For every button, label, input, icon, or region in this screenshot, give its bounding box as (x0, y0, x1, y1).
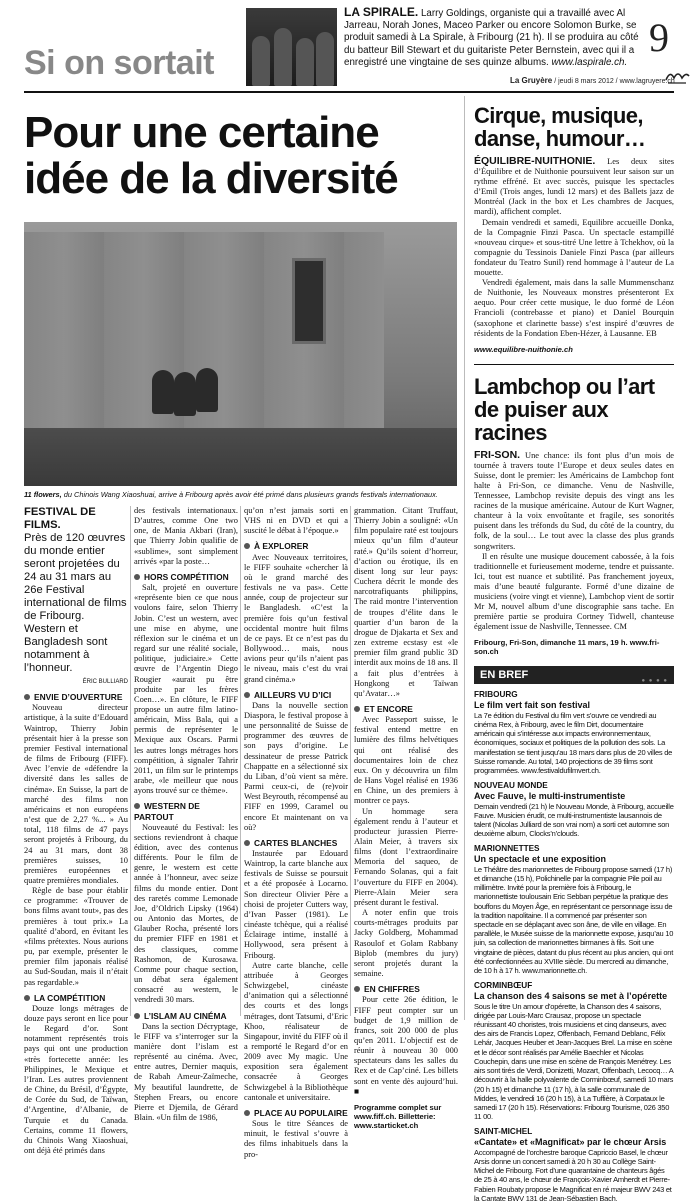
subhead-et-encore: ET ENCORE (354, 704, 458, 714)
brief-item (474, 981, 674, 1121)
sidebar (474, 100, 674, 1203)
article-lead (24, 506, 128, 675)
paragraph: des festivals internationaux. D’autres, comme One two one, de Mania Akbari (Iran), que Thierry Jobin qualifie de «sublime», sont simplement arrivés «par la poste… (134, 506, 238, 566)
lead-kicker: FESTIVAL DE FILMS. (24, 506, 96, 531)
paragraph: Douze longs métrages de douze pays seront en lice pour le Regard d’or. Sont notamment représentés trois pays qui ont une production «très fortecette année: les Philippines, le Mexique et l’Iran. Les autres proviennent de Chine, du Brésil, d’Égypte, de Corée du Sud, de Taïwan, d’Argentine, d’Albanie, de Turquie et du Canada. Certains, comme 11 flowers, du Chinois Wang Xiaoshuai, ont déjà été primés dans (24, 1003, 128, 1156)
paper-date: / jeudi 8 mars 2012 / www.lagruyere.ch (554, 78, 675, 85)
header-photo (246, 8, 337, 86)
paragraph: Pour cette 26e édition, le FIFF peut compter sur un budget de 1,9 million de francs, soit 200 000 de plus qu’en 2011. L’objectif est de réunir à nouveau 30 000 spectateurs dans les salles du Rex et de Cap’ciné. Les billets sont en vente dès aujourd’hui. ■ (354, 995, 458, 1096)
paragraph: Dans la nouvelle section Diaspora, le festival propose à une personnalité de Suisse de programmer des œuvres de son pays d’origine. Le dessinateur de presse Patrick Chappatte en a sélectionné six du Liban, d’où vient sa mère. Parmi ceux-ci, de (re)voir West Beyrouth, récompensé au FIFF en 1999, Caramel ou encore Et maintenant on va où? (244, 700, 348, 832)
brief-title: Avec Fauve, le multi-instrumentiste (474, 791, 626, 802)
subhead-ailleurs-vu-dici: AILLEURS VU D’ICI (244, 690, 348, 700)
brief-place: NOUVEAU MONDE (474, 781, 548, 791)
main-headline: Pour une certaine idée de la diversité (24, 108, 398, 203)
equilibre-link[interactable]: www.equilibre-nuithonie.ch (474, 344, 573, 354)
paragraph: Vendredi également, mais dans la salle Mummenschanz de Nuithonie, les Nouveaux monstres présenteront Ex aequo. Pour créer cette musique, le duo formé de Léon Francioli (contrebasse et piano) et Daniel Bourquin (saxophone et clarinette basse) s’est inspiré d’œuvres de résidents de la Fondation Eben-Hézer, à Lausanne. EB (474, 278, 674, 338)
byline: ÉRIC BULLIARD (82, 679, 128, 685)
subhead-islam-au-cinema: L’ISLAM AU CINÉMA (134, 1011, 238, 1021)
sidebar-headline-cirque: Cirque, musique, danse, humour… (474, 103, 646, 151)
sidebar-article-lambchop: FRI-SON. Une chance: ils font plus d’un mois de tournée à travers toute l’Europe et deux seules dates en Suisse, dont le premier: les Américains de Lambchop font halte à Fri-Son, ce dimanche. Venu de Nashville, Tennessee, Lambchop revisite depuis des vingt ans les racines de la musique américaine. Autour de Kurt Wagner, chanteur à la voix envoûtante et fragile, ses sonorités puisent dans les tréfonds du Sud, du côté de la country, du folk, de la soul… Le tout avec la classe des plus grands songwriters. Il en résulte une musique doucement cabossée, à la fois traditionnelle et furieusement moderne, tendre et puissante. Ici, tout est nuance et subtilité. Pas franchement joyeux, mais d’une beauté fulgurante. Formé d’une dizaine de musiciens (voire vingt et vienne), Lambchop vient de sortir Mr M, nouvel album d’une discographie sans tache. En première partie se produira Cortney Tidwell, chanteuse également issue de Nashville, Tennessee. CM (474, 448, 674, 632)
brief-item (474, 1127, 674, 1203)
brief-text: La 7e édition du Festival du film vert s’ouvre ce vendredi au cinéma Rex, à Fribourg, avec le film Dirt, documentaire américain qui s’intéresse aux impacts environnementaux, économiques, sociaux et politiques de la pollution des sols. La manifestation se tient jusqu’au 18 mars dans plus de 20 villes de Suisse romande. Au total, 140 projections de 39 films sont programmées. www.festivaldufilmvert.ch. (474, 710, 673, 775)
kicker-fri-son: FRI-SON. (474, 448, 521, 461)
subhead-en-chiffres: EN CHIFFRES (354, 984, 458, 994)
header-rule (24, 91, 674, 93)
brief-text: Accompagné de l’orchestre baroque Capriccio Basel, le chœur Arsis donne un concert samedi à 20 h 30 au Collège Saint-Michel de Fribourg. Fort d’une quarantaine de chanteurs âgés de 25 à 40 ans, le chœur de François-Xavier Amherdt et Pierre-Fabien Roubaty propose le Magnificat en ré majeur BWV 243 et la Cantate BWV 131 de Jean-Sébastien Bach. (474, 1147, 672, 1203)
subhead-a-explorer: À EXPLORER (244, 541, 348, 551)
brief-place: MARIONNETTES (474, 844, 540, 854)
lead-text: Près de 120 œuvres du monde entier seront projetées du 24 au 31 mars au 26e Festival international de films de Fribourg. Western et Bangladesh sont notamment à l’honneur. (24, 532, 127, 674)
paragraph: Instaurée par Edouard Waintrop, la carte blanche aux festivals de Suisse se poursuit et a été proposée à Locarno. Son directeur Olivier Père a choisi de projeter Cutters way, d’Ivan Passer (1981). Le cinéaste tchèque, qui a réalisé Éclairage intime, installé à Hollywood, sera présent à Fribourg. (244, 849, 348, 960)
paragraph: qu’on n’est jamais sorti en VHS ni en DVD et qui a suscité le débat à l’époque.» (244, 506, 348, 536)
sidebar-divider (464, 96, 465, 1020)
sidebar-headline-lambchop: Lambchop ou l’art de puiser aux racines (474, 373, 655, 445)
paragraph: grammation. Citant Truffaut, Thierry Jobin a souligné: «Un film populaire raté est toujours mieux qu’un film d’auteur raté.» Qu’ils soient d’horreur, d’action ou érotique, ils en disent long sur leur pays: Cuchera décrit le monde des narcotrafiquants philippins, The raid montre l’intervention de troupes d’élite dans le quartier d’un baron de la drogue de Djakarta et Sex and zen extreme ecstasy est «le premier film grand public 3D interdit aux moins de 18 ans. Il a fait plus d’entrées à Hongkong et Taïwan qu’Avatar…» (354, 506, 458, 698)
paragraph: Salt, projeté en ouverture «représente bien ce que nous voulons faire, selon Thierry Jobin. C’est un western, avec une mise en abyme, une réflexion sur le cinéma et un regard sur une réalité sociale, politique, judiciaire.» Cette œuvre de l’Argentin Diego Rougier «aurait pu être produite par les frères Coen…». En clôture, le FIFF propose un autre film latino-américain, Miss Bala, qui a permis de représenter le Mexique aux Oscars. Parmi les autres longs métrages hors compétition, à signaler Tahrir 2011, un film sur le printemps arabe, «le meilleur que nous ayons trouvé sur ce thème». (134, 583, 238, 796)
caption-text: du Chinois Wang Xiaoshuai, arrive à Fribourg après avoir été primé dans plusieurs grands festivals internationaux. (63, 490, 438, 499)
subhead-western-de-partout: WESTERN DE PARTOUT (134, 801, 200, 822)
program-footer: Programme complet sur www.fiff.ch. Billetterie: www.starticket.ch (354, 1102, 442, 1130)
photo-caption (24, 490, 457, 499)
paragraph: Un hommage sera également rendu à l’auteur et producteur jurassien Pierre-Alain Meier, à travers six films (dont l’extraordinaire Memoria del saqueo, de Fernando Solanas, qui a fait l’ouverture du FIFF en 2004). Pierre-Alain Meier sera présent durant le festival. (354, 806, 458, 907)
brief-title: Un spectacle et une exposition (474, 854, 607, 865)
brief-item (474, 690, 674, 775)
column-rule (130, 506, 131, 1016)
page-header (0, 0, 698, 92)
paragraph: Demain vendredi et samedi, Equilibre accueille Donka, de la Compagnie Finzi Pasca. Un spectacle estampillé «nouveau cirque» et sous-titré Une lettre à Tchekhov, où la compagnie du Tessinois Daniele Finzi Pasca (par ailleurs fondateur du Teatro Sunil) rend hommage à l’auteur de La mouette. (474, 217, 674, 278)
brief-title: «Cantate» et «Magnificat» par le chœur Arsis (474, 1137, 667, 1148)
page-number: 9 (649, 15, 669, 60)
paper-dateline (510, 76, 675, 85)
brief-text: Le Théâtre des marionnettes de Fribourg propose samedi (17 h) et dimanche (15 h), Polichinelle par la compagnie Pile poil au millimètre. Invité pour la première fois à Fribourg, le marionnettiste toulousain Eric Sebban perpétue la pratique des bouffons du Moyen Âge, en représentant ce personnage issu de la tradition napolitaine. Il a commencé par présenter son spectacle en se déplaçant avec son âne, de ville en village. En parallèle, le Musée suisse de la marionnette expose, jusqu’au 10 juin, sa collection de marionnettes birmanes à fils. Soit une vingtaine de pièces, datant du plus récent au plus ancien, qui ont été confectionnées au XVIIIe siècle. Du mercredi au dimanche, de 10 h à 17 h. www.marionnette.ch. (474, 864, 674, 976)
sidebar-rule (474, 364, 674, 365)
paragraph: Dans la section Décryptage, le FIFF va s’interroger sur la manière dont l’islam est représenté au cinéma. Avec, entre autres, Dernier maquis, de Rabah Ameur-Zaïmeche, My beautiful laundrette, de Stephen Frears, ou encore Pierre et Djemila, de Gérard Blain. «Un film de 1986, (134, 1021, 238, 1123)
paper-logo-icon (664, 68, 690, 84)
teaser-text: Larry Goldings, organiste qui a travaillé avec Al Jarreau, Norah Jones, Maceo Parker ou encore Solomon Burke, se produit samedi à La Spirale, à Fribourg (21 h). Il se produira au côté du batteur Bill Stewart et du guitariste Peter Bernstein, avec qui il a enregistré une vingtaine de ses quinze albums. (344, 8, 639, 68)
paragraph: Autre carte blanche, celle attribuée à Georges Schwizgebel, cinéaste d’animation qui a sélectionné des courts et des longs métrages, dont Tatsumi, d’Eric Khoo, réalisateur de Singapour, invité du FIFF où il a remporté le Regard d’or en 2009 avec My magic. Une exposition sera également consacrée à Georges Schwizgebel à la Bibliothèque cantonale et universitaire. (244, 960, 348, 1102)
article-column-4 (354, 506, 458, 1130)
article-column-1 (24, 506, 128, 1156)
brief-text: Demain vendredi (21 h) le Nouveau Monde, à Fribourg, accueille Fauve. Musicien érudit, ce multi-instrumentiste lausannois de talent (Nicolas Julliard de son vrai nom) a sorti cet automne son deuxième album, Clocks’n’clouds. (474, 801, 674, 839)
teaser-url[interactable]: www.laspirale.ch. (551, 56, 628, 68)
dots-decoration-icon: ● ● ● ● (641, 678, 668, 685)
subhead-envie-douverture: ENVIE D’OUVERTURE (24, 692, 128, 702)
subhead-place-au-populaire: PLACE AU POPULAIRE (244, 1108, 348, 1118)
photo-window (292, 258, 326, 344)
paragraph: A noter enfin que trois courts-métrages produits par Jacky Goldberg, Mohammad Rasoulof et Golam Rabbany Biplob (membres du jury) seront projetés durant la semaine. (354, 908, 458, 979)
header-teaser (344, 6, 644, 69)
teaser-kicker: LA SPIRALE. (344, 5, 419, 19)
article-column-2 (134, 506, 238, 1123)
kicker-equilibre: ÉQUILIBRE-NUITHONIE. (474, 155, 596, 167)
brief-place: SAINT-MICHEL (474, 1127, 533, 1137)
subhead-la-competition: LA COMPÉTITION (24, 993, 128, 1003)
section-title: Si on sortait (24, 44, 214, 82)
fiff-link[interactable]: www.fiff.ch. Billetterie: (354, 1111, 436, 1121)
brief-item (474, 844, 674, 975)
paragraph: Avec Nouveaux territoires, le FIFF souhaite «chercher là où le grand marché des festivals ne va pas». Cette année, coup de projecteur sur le Bangladesh. «C’est la première fois qu’un festival occidental montre huit films de ce pays. Et ce n’est pas du Bollywood… mais, nous avions peur qu’ils n’aient pas le niveau, mais c’est du vrai grand cinéma.» (244, 552, 348, 684)
brief-item (474, 781, 674, 838)
column-rule (240, 506, 241, 1016)
main-photo (24, 222, 457, 486)
starticket-link[interactable]: www.starticket.ch (354, 1120, 419, 1130)
caption-film-title: 11 flowers, (24, 490, 62, 499)
paper-name: La Gruyère (510, 76, 553, 85)
paragraph: Avec Passeport suisse, le festival entend mettre en lumière des films helvétiques qui ont réalisé des documentaires loin de chez eux. On y découvrira un film de Hans Vogel réalisé en 1936 en Chine, un des premiers à montrer ce pays. (354, 715, 458, 806)
lambchop-footer: Fribourg, Fri-Son, dimanche 11 mars, 19 h. www.fri-son.ch (474, 638, 660, 657)
brief-place: CORMINBŒUF (474, 981, 533, 991)
en-bref-heading: EN BREF ● ● ● ● (474, 666, 674, 684)
article-column-3 (244, 506, 348, 1160)
brief-text: Sous le titre Un amour d’opérette, la Chanson des 4 saisons, dirigée par Louis-Marc Crausaz, propose un spectacle réunissant 40 choristes, trois musiciens et cinq danseurs, avec des airs de Francis Lopez, Offenbach, Fernand Deblanc, Félix Lehár, Jacques Heuber et Jean-Jacques Brel. La mise en scène et le décor sont réalisés par Amélie Baechler et Nicolas Couchepin, dans une mise en scène de François Menétrey. Les airs sont tirés de Verdi, Donizetti, Mozart, Offenbach, Lecocq… A découvrir à la halle polyvalente de Corminbœuf, samedi 10 mars (20 h 15) et dimanche 11 (17 h), à la salle communale de Middes, le vendredi 16 (20 h 15), à La Tuffière, à Corpataux le samedi 17 (20 h 15). Réservations: Fribourg Tourisme, 026 350 11 00. (474, 1001, 674, 1122)
column-rule (350, 506, 351, 1016)
subhead-cartes-blanches: CARTES BLANCHES (244, 838, 348, 848)
brief-title: Le film vert fait son festival (474, 700, 591, 711)
paragraph: Sous le titre Séances de minuit, le festival s’ouvre à des films inhabituels dans la pro- (244, 1119, 348, 1159)
brief-title: La chanson des 4 saisons se met à l’opérette (474, 991, 668, 1002)
paragraph: Règle de base pour établir ce programme: «Trouver de bons films avant tout», pas des premières à tout prix.» La qualité d’abord, en évitant les «films prétextes. Nous aurions pu, par exemple, présenter le premier film japonais réalisé au Sud-Soudan, mais il n’était pas regardable.» (24, 886, 128, 987)
paragraph: Nouveauté du Festival: les sections reviendront à chaque édition, avec des contenus différents. Pour le film de genre, le western est cette année à l’honneur, avec seize films du monde entier. Dont des raretés comme Lemonade Joe, d’Oldrich Lipsky (1964) ou Antonio das Mortes, de Glauber Rocha, présenté lors du premier FIFF en 1981 et des classiques, comme Rashomon, de Kurosawa. Comme pour chaque section, un débat sera également consacré au western, le vendredi 30 mars. (134, 822, 238, 1005)
paragraph: Il en résulte une musique doucement cabossée, à la fois traditionnelle et furieusement moderne, tendre et puissante. Ici, tout est nuance et subtilité. Pas franchement joyeux, mais d’une beauté fulgurante. Formé d’une dizaine de musiciens (voire vingt et vienne), Lambchop vient de sortir Mr M, nouvel album d’une discographie sans tache. En première partie se produira Cortney Tidwell, chanteuse également issue de Nashville, Tennessee. CM (474, 551, 674, 632)
brief-place: FRIBOURG (474, 690, 518, 700)
sidebar-article-equilibre: ÉQUILIBRE-NUITHONIE. Les deux sites d’Équilibre et de Nuithonie poursuivent leur saison sur un rythme effréné. Et avec succès, puisque les spectacles d’Emil (Trois anges, lundi 12 mars) et des Ballets jazz de Montréal (Jack in the box et Les chambres de Jacques, mardi), affichent complet. Demain vendredi et samedi, Equilibre accueille Donka, de la Compagnie Finzi Pasca. Un spectacle estampillé «nouveau cirque» et sous-titré Une lettre à Tchekhov, où la compagnie du Tessinois Daniele Finzi Pasca (par ailleurs fondateur du Teatro Sunil) rend hommage à l’auteur de La mouette. Vendredi également, mais dans la salle Mummenschanz de Nuithonie, les Nouveaux monstres présenteront Ex aequo. Pour créer cette musique, le duo formé de Léon Francioli (contrebasse et piano) et Daniel Bourquin (saxophone et clarinette basse) s’est inspiré d’œuvres de résidents de la Fondation Eben-Hézer, à Lausanne. EB (474, 155, 674, 338)
subhead-hors-competition: HORS COMPÉTITION (134, 572, 238, 582)
paragraph: Nouveau directeur artistique, à la suite d’Edouard Waintrop, Thierry Jobin présentait hier à la presse son premier Festival international de films de Fribourg (FIFF). Avec l’envie de «défendre la diversité dans les salles de cinéma». En Suisse, la part de marché des films non américains et non européens n’est que de 2,27 %... » Au total, 118 films de 47 pays seront projetés à Fribourg, du 24 au 31 mars, dont 38 premières suisses, 10 premières européennes et quatre premières mondiales. (24, 703, 128, 885)
